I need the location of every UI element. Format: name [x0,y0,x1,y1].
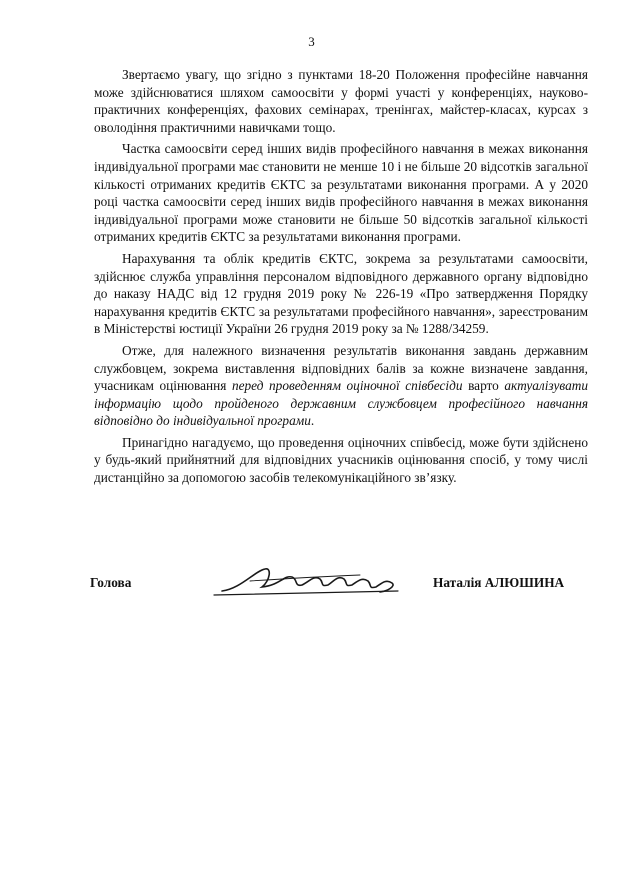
handwritten-signature [210,561,410,601]
signatory-name: Наталія АЛЮШИНА [433,575,565,590]
signature-block [90,565,590,605]
paragraph-self-education-share: Частка самоосвіти серед інших видів професійного навчання в межах виконання індивідуальної програми має становити не менше 10 і не більше 20 відсотків загальної кількості отриманих кредитів ЄКТС за результатами виконання програми. А у 2020 році частка самоосвіти серед інших видів професійного навчання в межах виконання індивідуальної програми може становити не більше 50 відсотків загальної кількості отриманих кредитів ЄКТС за результатами виконання програми. [94,141,588,245]
page-number: 3 [308,34,315,49]
signatory-role: Голова [90,575,132,590]
paragraph-self-education-forms: Звертаємо увагу, що згідно з пунктами 18-20 Положення професійне навчання може здійснюватися шляхом самоосвіти у формі участі у конференціях, науково-практичних конференціях, фахових семінарах, тренінгах, майстер-класах, курсах з оволодіння практичними навичками тощо. [94,67,588,135]
emphasis-before-interview: перед проведенням оціночної співбесіди [231,378,463,394]
paragraph-text-segment: Отже, для належного визначення результатів виконання завдань державним службовцем, зокрема виставлення відповідних балів за кожне визначене завдання, учасникам оцінювання [94,342,588,394]
paragraph-remote-interviews: Принагідно нагадуємо, що проведення оціночних співбесід, може бути здійснено у будь-який прийнятний для відповідних учасників оцінювання спосіб, у тому числі дистанційно за допомогою засобів телекомунікаційного зв’язку. [94,434,588,486]
paragraph-text-segment: варто [462,378,505,394]
document-body [94,66,588,487]
paragraph-credits-accounting: Нарахування та облік кредитів ЄКТС, зокрема за результатами самоосвіти, здійснює служба управління персоналом відповідного державного органу відповідно до наказу НАДС від 12 грудня 2019 року № 226-19 «Про затвердження Порядку нарахування кредитів ЄКТС за результатами професійного навчання», зареєстрованим в Міністерстві юстиції України 26 грудня 2019 року за № 1288/34259. [94,250,588,337]
paragraph-evaluation-results [94,342,588,430]
emphasis-update-information: актуалізувати інформацію щодо пройденого державним службовцем професійного навчання відповідно до індивідуальної програми [94,378,588,429]
paragraph-text-segment: . [310,413,315,429]
